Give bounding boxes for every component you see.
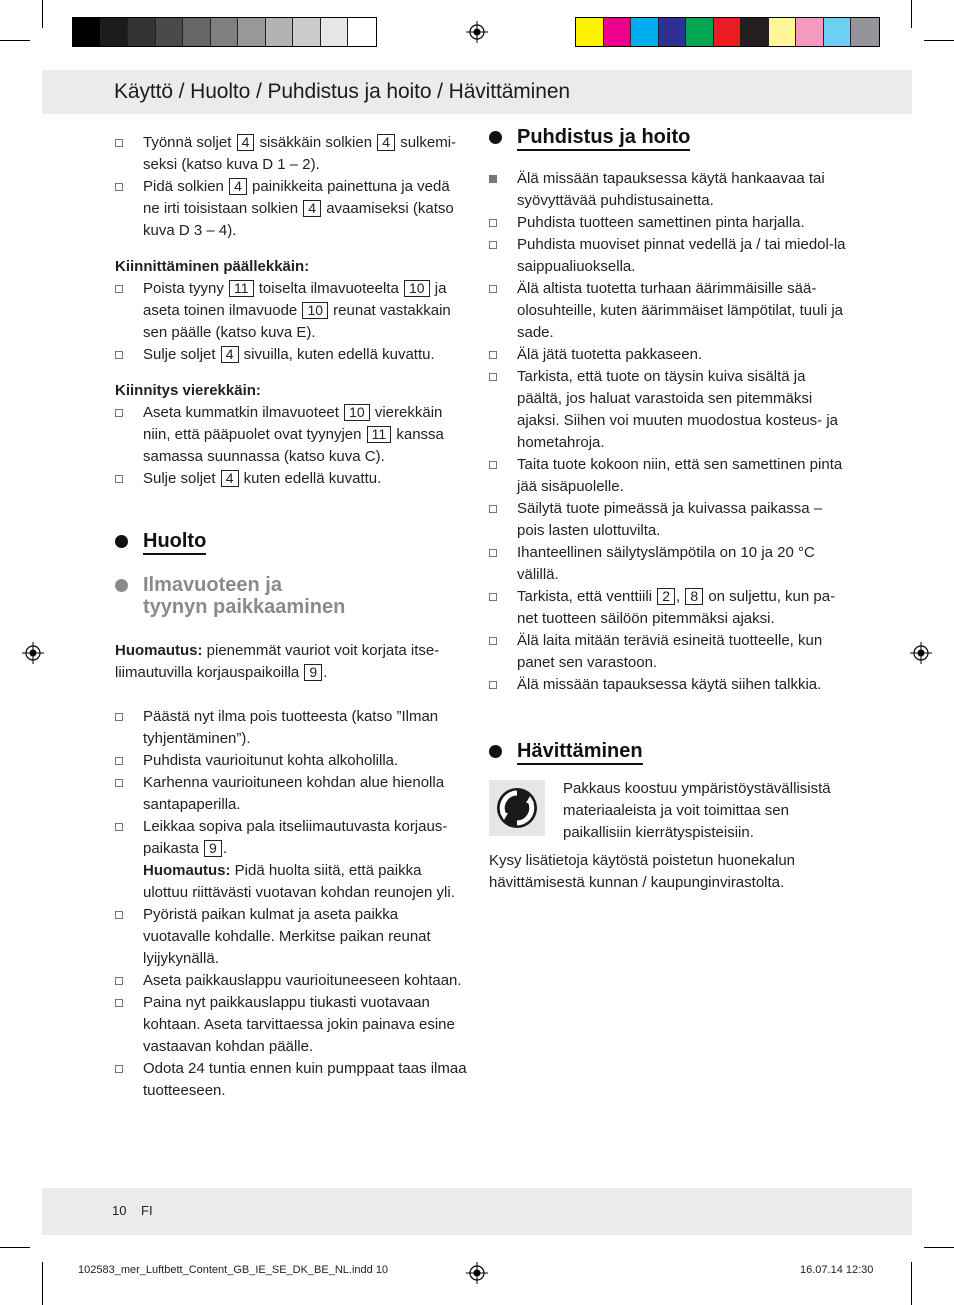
- color-swatch: [659, 18, 687, 46]
- checkbox-bullet-icon: [489, 681, 497, 689]
- list-item: [489, 630, 849, 674]
- part-number-box: 11: [229, 280, 254, 297]
- language-code: FI: [141, 1203, 153, 1218]
- color-swatch: [604, 18, 632, 46]
- item-text: Aseta paikkauslappu vaurioituneeseen kohtaan.: [143, 972, 462, 989]
- color-swatch: [576, 18, 604, 46]
- part-number-box: 8: [685, 588, 703, 605]
- item-text: Tarkista, että venttiili: [517, 588, 657, 605]
- page-title: Käyttö / Huolto / Puhdistus ja hoito / Hävittäminen: [114, 80, 570, 103]
- heading-text: Puhdistus ja hoito: [517, 126, 690, 151]
- color-swatch: [266, 18, 294, 46]
- square-bullet-icon: [489, 175, 497, 183]
- part-number-box: 4: [221, 470, 239, 487]
- bullet-dot-icon: [489, 131, 502, 144]
- file-slug: 102583_mer_Luftbett_Content_GB_IE_SE_DK_BE_NL.indd 10: [78, 1264, 389, 1276]
- item-text: sulkemi-seksi (katso kuva D 1 – 2).: [143, 134, 457, 173]
- item-text: Sulje soljet: [143, 346, 220, 363]
- list-item: [489, 344, 849, 366]
- color-swatch: [101, 18, 129, 46]
- crop-mark: [911, 0, 912, 28]
- repair-list: [115, 706, 467, 1102]
- item-text: Sulje soljet: [143, 470, 220, 487]
- checkbox-bullet-icon: [489, 219, 497, 227]
- list-item: [115, 706, 467, 750]
- color-swatch: [796, 18, 824, 46]
- list-item: [115, 904, 467, 970]
- item-text: Älä missään tapauksessa käytä siihen talkkia.: [517, 676, 822, 693]
- item-text: Puhdista vaurioitunut kohta alkoholilla.: [143, 752, 399, 769]
- item-text: Aseta kummatkin ilmavuoteet: [143, 404, 344, 421]
- list-item: [115, 402, 467, 468]
- list-item: [489, 542, 849, 586]
- checkbox-bullet-icon: [115, 779, 123, 787]
- list-item: [489, 168, 849, 212]
- color-swatch: [238, 18, 266, 46]
- checkbox-bullet-icon: [115, 713, 123, 721]
- checkbox-bullet-icon: [489, 505, 497, 513]
- checkbox-bullet-icon: [489, 241, 497, 249]
- color-swatch: [183, 18, 211, 46]
- list-item: [115, 750, 467, 772]
- part-number-box: 4: [237, 134, 255, 151]
- checkbox-bullet-icon: [115, 977, 123, 985]
- green-dot-recycle-icon: [489, 780, 545, 836]
- note-text: .: [323, 664, 328, 681]
- item-text: reunat vastakkain sen päälle (katso kuva E).: [143, 302, 451, 341]
- item-text: painikkeita painettuna ja vedä ne irti toisistaan solkien: [143, 178, 450, 217]
- part-number-box: 10: [404, 280, 430, 297]
- color-swatch: [128, 18, 156, 46]
- crop-mark: [42, 1262, 43, 1305]
- checkbox-bullet-icon: [489, 593, 497, 601]
- checkbox-bullet-icon: [489, 285, 497, 293]
- color-swatch: [321, 18, 349, 46]
- list-item: [489, 278, 849, 344]
- checkbox-bullet-icon: [115, 409, 123, 417]
- part-number-box: 10: [302, 302, 328, 319]
- crop-mark: [911, 1262, 912, 1305]
- color-swatch: [714, 18, 742, 46]
- checkbox-bullet-icon: [115, 285, 123, 293]
- list-item: [115, 816, 467, 904]
- crop-mark: [0, 40, 30, 41]
- right-column: [489, 126, 849, 894]
- color-swatch: [741, 18, 769, 46]
- process-color-bar: [575, 17, 880, 47]
- list-item: [115, 344, 467, 366]
- checkbox-bullet-icon: [489, 549, 497, 557]
- part-number-box: 4: [229, 178, 247, 195]
- title-band: [42, 70, 912, 114]
- crop-mark: [924, 40, 954, 41]
- color-swatch: [631, 18, 659, 46]
- item-text: sivuilla, kuten edellä kuvattu.: [239, 346, 435, 363]
- list-item: [115, 772, 467, 816]
- registration-mark-icon: [910, 642, 932, 664]
- checkbox-bullet-icon: [115, 139, 123, 147]
- item-text: Puhdista muoviset pinnat vedellä ja / tai miedol-la saippualiuoksella.: [517, 236, 846, 275]
- checkbox-bullet-icon: [115, 911, 123, 919]
- item-text: Älä jätä tuotetta pakkaseen.: [517, 346, 703, 363]
- color-swatch: [156, 18, 184, 46]
- footer-band: [42, 1188, 912, 1235]
- item-text: Pyöristä paikan kulmat ja aseta paikka vuotavalle kohdalle. Merkitse paikan reunat lyijykynällä.: [143, 906, 431, 967]
- subheading: Kiinnitys vierekkäin:: [115, 382, 261, 399]
- item-text: Poista tyyny: [143, 280, 229, 297]
- item-text: Ihanteellinen säilytyslämpötila on 10 ja 20 °C välillä.: [517, 544, 815, 583]
- list-item: [115, 176, 467, 242]
- page-number: 10: [112, 1203, 127, 1218]
- crop-mark: [0, 1247, 30, 1248]
- bullet-dot-icon: [489, 745, 502, 758]
- item-text: on suljettu, kun pa-net tuotteen säilöön pitemmäksi ajaksi.: [517, 588, 836, 627]
- list-item: [115, 992, 467, 1058]
- item-text: Paina nyt paikkauslappu tiukasti vuotavaan kohtaan. Aseta tarvittaessa jokin painava esine vastaavan kohdan päälle.: [143, 994, 455, 1055]
- left-column: [115, 132, 467, 1102]
- list-item: [115, 1058, 467, 1102]
- checkbox-bullet-icon: [115, 999, 123, 1007]
- heading-text: Huolto: [143, 530, 206, 555]
- heading-text: tyynyn paikkaaminen: [143, 596, 346, 618]
- color-swatch: [824, 18, 852, 46]
- registration-mark-icon: [22, 642, 44, 664]
- part-number-box: 9: [304, 664, 322, 681]
- part-number-box: 10: [344, 404, 370, 421]
- item-text: Odota 24 tuntia ennen kuin pumppaat taas ilmaa tuotteeseen.: [143, 1060, 467, 1099]
- bullet-dot-icon: [115, 535, 128, 548]
- part-number-box: 4: [303, 200, 321, 217]
- item-text: .: [222, 840, 228, 857]
- item-text: Leikkaa sopiva pala itseliimautuvasta korjaus-paikasta: [143, 818, 448, 857]
- item-text: Älä missään tapauksessa käytä hankaavaa tai syövyttävää puhdistusainetta.: [517, 170, 825, 209]
- registration-mark-icon: [466, 21, 488, 43]
- item-text: Tarkista, että tuote on täysin kuiva sisältä ja päältä, jos haluat varastoida sen pitemmäksi ajaksi. Siihen voi muuten muodostua kosteus- ja hometahroja.: [517, 368, 839, 451]
- note-label: Huomautus:: [115, 642, 203, 659]
- list-item: [489, 212, 849, 234]
- item-text: kanssa samassa suunnassa (katso kuva C).: [143, 426, 444, 465]
- color-swatch: [73, 18, 101, 46]
- item-text: vierekkäin niin, että pääpuolet ovat tyynyjen: [143, 404, 443, 443]
- disposal-info: Kysy lisätietoja käytöstä poistetun huonekalun hävittämisestä kunnan / kaupunginvirastolta.: [489, 852, 796, 891]
- item-text: Työnnä soljet: [143, 134, 236, 151]
- color-swatch: [293, 18, 321, 46]
- date-slug: 16.07.14 12:30: [800, 1264, 874, 1276]
- part-number-box: 4: [377, 134, 395, 151]
- subheading: Kiinnittäminen päällekkäin:: [115, 258, 310, 275]
- item-text: Säilytä tuote pimeässä ja kuivassa paikassa – pois lasten ulottuvilta.: [517, 500, 823, 539]
- checkbox-bullet-icon: [115, 351, 123, 359]
- checkbox-bullet-icon: [115, 757, 123, 765]
- item-text: Pidä solkien: [143, 178, 229, 195]
- item-text: Älä altista tuotetta turhaan äärimmäisille sää-olosuhteille, kuten äärimmäiset lämpötilat, tuuli ja sade.: [517, 280, 843, 341]
- part-number-box: 4: [221, 346, 239, 363]
- section-heading-disposal: [489, 740, 849, 762]
- list-item: [489, 366, 849, 454]
- list-item: [115, 970, 467, 992]
- list-item: [489, 586, 849, 630]
- item-text: sisäkkäin solkien: [255, 134, 377, 151]
- checkbox-bullet-icon: [115, 183, 123, 191]
- item-text: Päästä nyt ilma pois tuotteesta (katso ”Ilman tyhjentäminen”).: [143, 708, 439, 747]
- heading-text: Ilmavuoteen ja: [143, 574, 282, 596]
- disposal-text: Pakkaus koostuu ympäristöystävällisistä materiaaleista ja voit toimittaa sen paikallisiin kierrätyspisteisiin.: [563, 780, 831, 841]
- item-text: Taita tuote kokoon niin, että sen samettinen pinta jää sisäpuolelle.: [517, 456, 843, 495]
- checkbox-bullet-icon: [489, 461, 497, 469]
- part-number-box: 11: [367, 426, 392, 443]
- section-heading-maintenance: [115, 530, 467, 552]
- item-text: ja aseta toinen ilmavuode: [143, 280, 447, 319]
- item-text: Puhdista tuotteen samettinen pinta harjalla.: [517, 214, 805, 231]
- color-swatch: [851, 18, 879, 46]
- note-text: Pidä huolta siitä, että paikka ulottuu riittävästi vuotavan kohdan reunojen yli.: [143, 862, 455, 901]
- bullet-dot-icon: [115, 579, 128, 592]
- color-swatch: [211, 18, 239, 46]
- part-number-box: 9: [204, 840, 222, 857]
- list-item: [115, 468, 467, 490]
- list-item: [489, 674, 849, 696]
- checkbox-bullet-icon: [489, 373, 497, 381]
- item-text: kuten edellä kuvattu.: [239, 470, 382, 487]
- list-item: [115, 132, 467, 176]
- section-heading-cleaning: [489, 126, 849, 148]
- heading-text: Hävittäminen: [517, 740, 643, 765]
- color-swatch: [686, 18, 714, 46]
- section-heading-repair: [115, 574, 467, 618]
- grayscale-color-bar: [72, 17, 377, 47]
- note-label: Huomautus:: [143, 862, 231, 879]
- checkbox-bullet-icon: [115, 475, 123, 483]
- checkbox-bullet-icon: [489, 637, 497, 645]
- item-text: avaamiseksi (katso kuva D 3 – 4).: [143, 200, 454, 239]
- list-item: [115, 278, 467, 344]
- item-text: ,: [676, 588, 685, 605]
- checkbox-bullet-icon: [115, 823, 123, 831]
- list-item: [489, 454, 849, 498]
- color-swatch: [348, 18, 376, 46]
- checkbox-bullet-icon: [115, 1065, 123, 1073]
- checkbox-bullet-icon: [489, 351, 497, 359]
- note-text: pienemmät vauriot voit korjata itse-liimautuvilla korjauspaikoilla: [115, 642, 440, 681]
- part-number-box: 2: [657, 588, 675, 605]
- registration-mark-icon: [466, 1262, 488, 1284]
- list-item: [489, 498, 849, 542]
- item-text: Älä laita mitään teräviä esineitä tuotteelle, kun panet sen varastoon.: [517, 632, 823, 671]
- color-swatch: [769, 18, 797, 46]
- disposal-block: [489, 778, 849, 844]
- list-item: [489, 234, 849, 278]
- item-text: toiselta ilmavuoteelta: [254, 280, 404, 297]
- crop-mark: [42, 0, 43, 28]
- note-paragraph: [115, 640, 467, 684]
- item-text: Karhenna vaurioituneen kohdan alue hienolla santapaperilla.: [143, 774, 445, 813]
- crop-mark: [924, 1247, 954, 1248]
